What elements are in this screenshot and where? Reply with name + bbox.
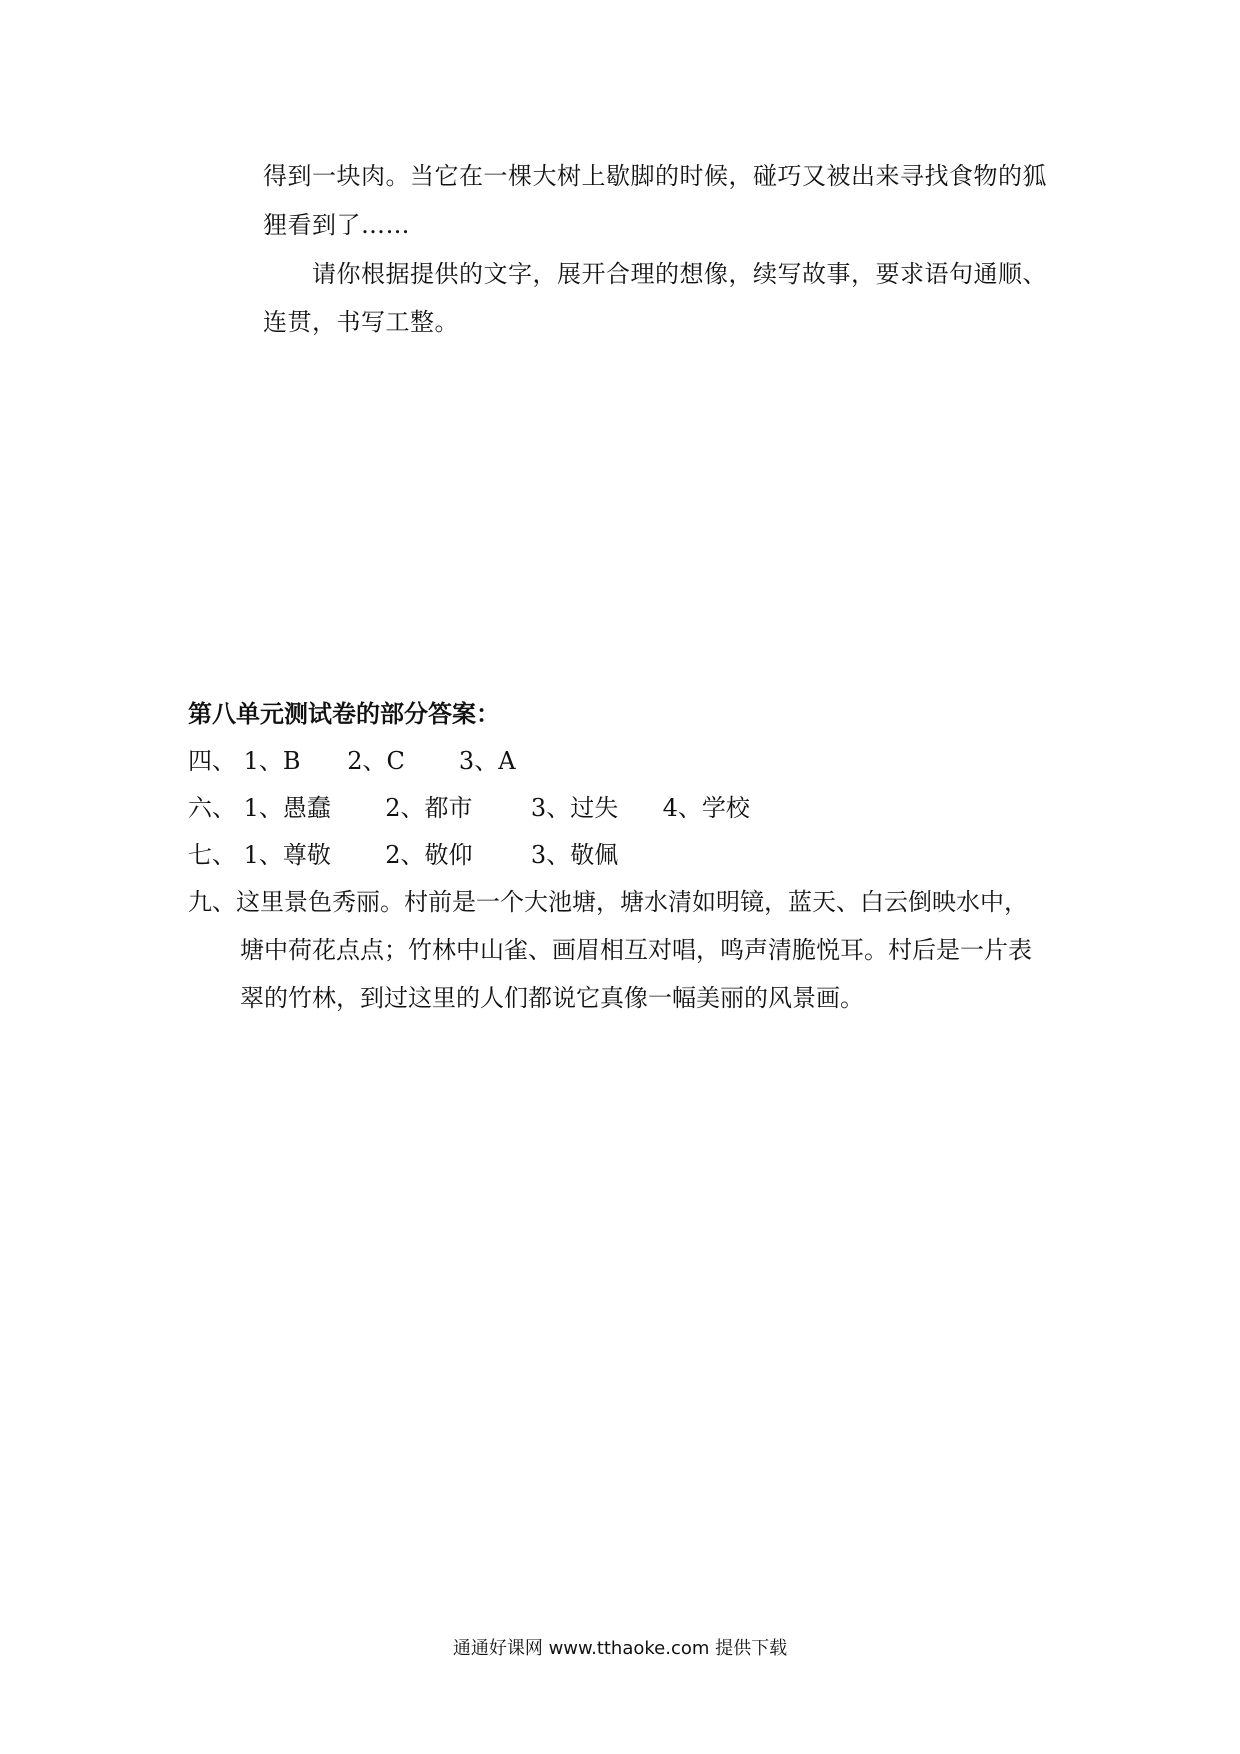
answer-item: 2、敬仰	[385, 841, 473, 869]
answer-item: 1、愚蠢	[243, 794, 331, 822]
question-number: 九、	[188, 888, 236, 916]
answers-title: 第八单元测试卷的部分答案：	[188, 700, 500, 728]
question-number: 四、	[188, 747, 236, 775]
answer-row-6	[188, 792, 750, 824]
answer-text-line-1: 这里景色秀丽。村前是一个大池塘，塘水清如明镜，蓝天、白云倒映水中，	[236, 888, 1028, 916]
footer-text: 通通好课网 www.tthaoke.com 提供下载	[452, 1638, 788, 1659]
question-number: 七、	[188, 841, 236, 869]
answer-text-line-2: 塘中荷花点点；竹林中山雀、画眉相互对唱，鸣声清脆悦耳。村后是一片表	[240, 936, 1032, 964]
answer-item: 3、敬佩	[530, 841, 619, 869]
answer-item: 3、过失	[530, 794, 619, 822]
answer-row-9	[188, 886, 1028, 918]
answer-item: 2、C	[347, 747, 405, 775]
answer-row-4	[188, 745, 516, 777]
answer-item: 1、B	[243, 747, 301, 775]
story-line-1: 得到一块肉。当它在一棵大树上歇脚的时候，碰巧又被出来寻找食物的狐	[263, 162, 1047, 190]
answer-item: 2、都市	[385, 794, 473, 822]
answer-item: 3、A	[458, 747, 516, 775]
story-instruction-line-1: 请你根据提供的文字，展开合理的想像，续写故事，要求语句通顺、	[312, 260, 1047, 288]
answer-item: 4、学校	[662, 794, 750, 822]
question-number: 六、	[188, 794, 236, 822]
answer-item: 1、尊敬	[243, 841, 331, 869]
answer-row-7	[188, 839, 618, 871]
story-line-2: 狸看到了……	[263, 211, 410, 239]
story-instruction-line-2: 连贯，书写工整。	[263, 308, 459, 336]
answer-text-line-3: 翠的竹林，到过这里的人们都说它真像一幅美丽的风景画。	[240, 984, 864, 1012]
